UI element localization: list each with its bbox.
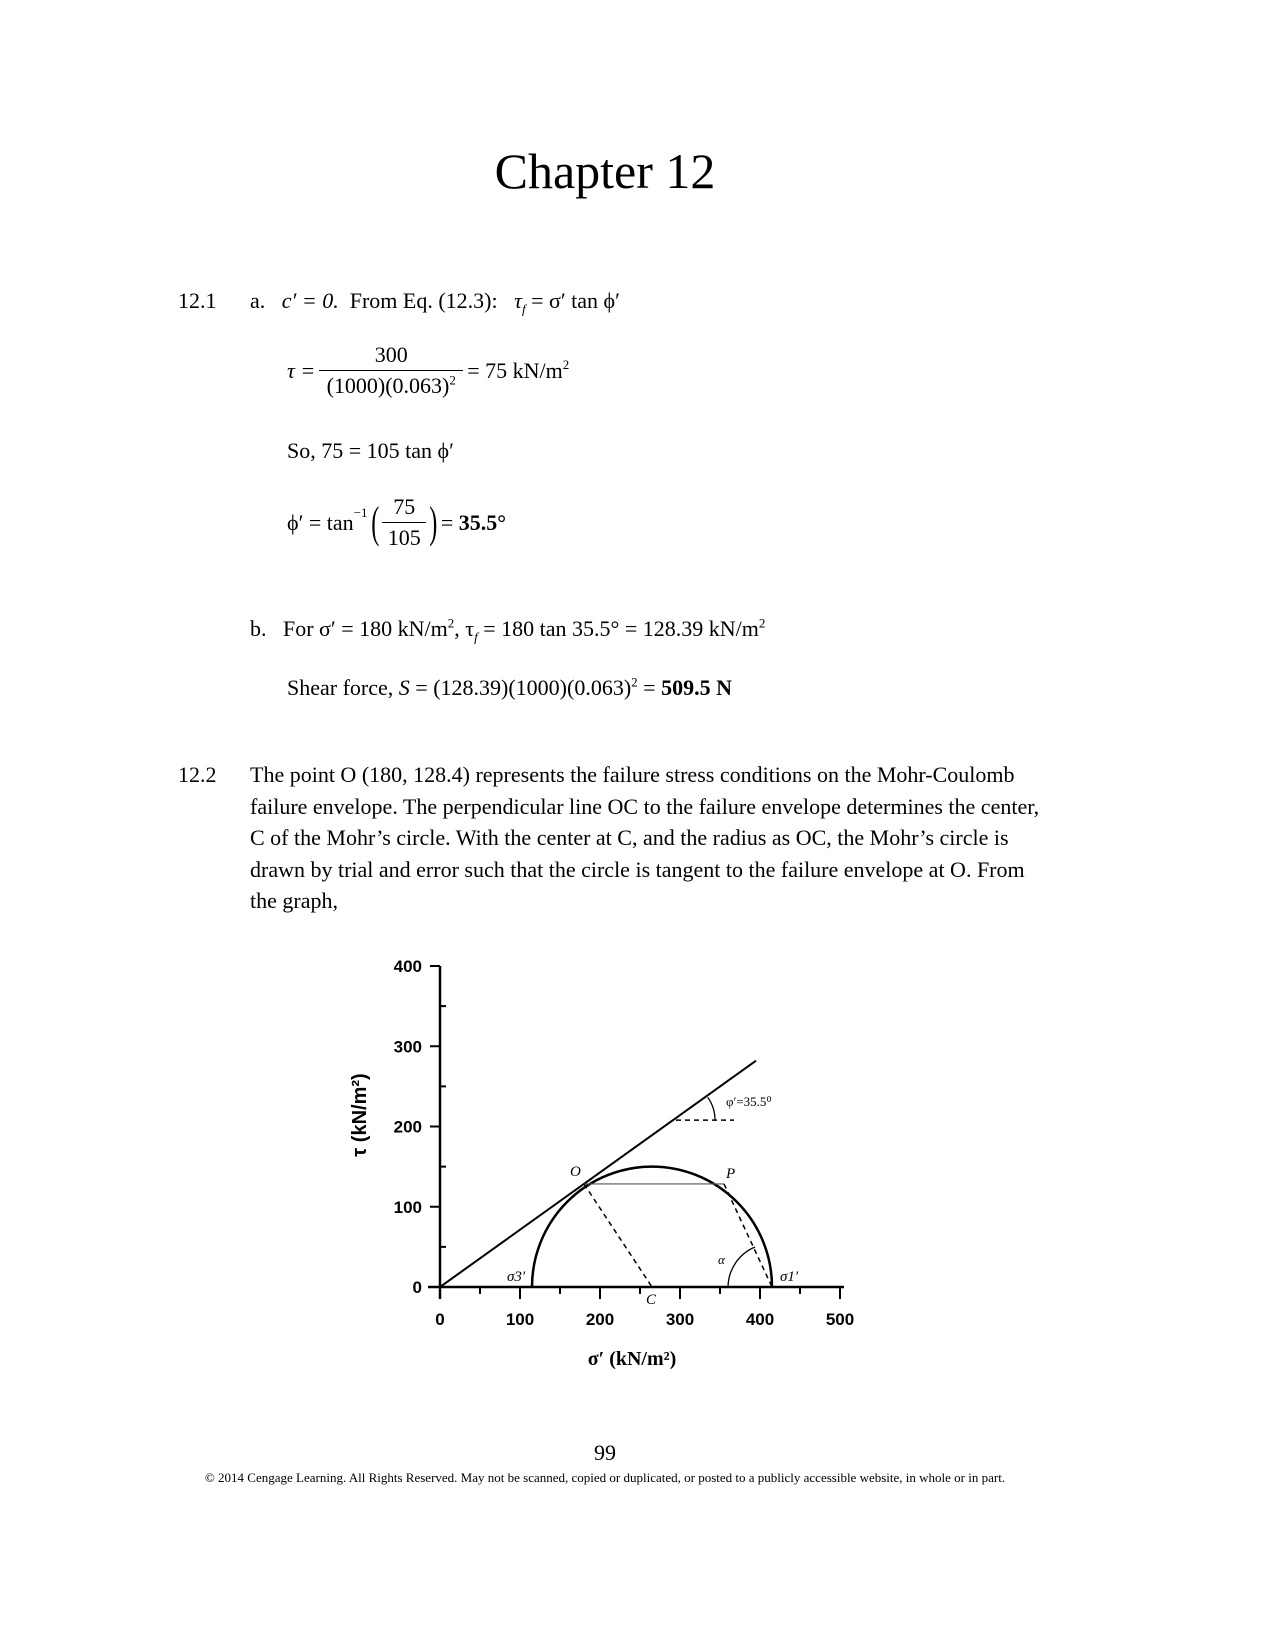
x-tick-label: 500	[825, 1310, 855, 1329]
problem-paragraph: The point O (180, 128.4) represents the failure stress conditions on the Mohr-Coulomb failure envelope. The perpendicular line OC to the failure envelope determines the center, C of the Mohr’s circle. With the center at C, and the radius as OC, the Mohr’s circle is drawn by trial and error such that the circle is tangent to the failure envelope at O. From the graph,	[250, 762, 1040, 913]
tau-num: 300	[319, 342, 463, 371]
alpha-label: α	[718, 1252, 725, 1267]
from-eq: From Eq. (12.3):	[349, 288, 498, 313]
text: = (128.39)(1000)(0.063)	[415, 675, 632, 700]
friction-angle-label: φ′=35.5⁰	[726, 1094, 772, 1110]
tau: τ	[514, 288, 522, 313]
phi-den: 105	[387, 525, 421, 550]
x-tick-label: 0	[435, 1310, 445, 1329]
sub-f: f	[474, 629, 478, 645]
problem-number: 12.1	[178, 288, 217, 313]
sup: 2	[631, 674, 638, 690]
point-O-label: O	[570, 1163, 581, 1180]
y-axis-label: τ (kN/m²)	[349, 1073, 371, 1157]
page-number: 99	[594, 1440, 616, 1465]
line-OC	[584, 1184, 652, 1287]
tau-equation: τ = $\frac{300}{(1000)(0.063)^2}$ = 75 kN/m $^2$	[287, 342, 570, 398]
sigma3-label: σ3′	[507, 1269, 526, 1285]
sup: 2	[447, 615, 455, 631]
text: , τ	[454, 616, 475, 641]
alpha-arc	[728, 1247, 755, 1287]
paren: (	[370, 497, 379, 547]
eq: =	[440, 509, 454, 535]
sigma1-label: σ1′	[780, 1269, 799, 1285]
part-label: b.	[250, 616, 267, 641]
angle-arc	[708, 1097, 715, 1120]
part-label: a.	[250, 288, 266, 313]
eq-rhs: = σ′ tan ϕ′	[531, 288, 620, 313]
tau-rhs: = 75 kN/m	[467, 357, 563, 383]
tau-lhs: τ =	[287, 357, 316, 383]
so-line: So, 75 = 105 tan ϕ′	[287, 438, 454, 463]
y-tick-label: 100	[393, 1197, 422, 1217]
text: = 180 tan 35.5° = 128.39 kN/m	[483, 616, 759, 641]
mohr-circle	[532, 1167, 772, 1287]
phi-lhs: ϕ′ = tan	[287, 509, 354, 535]
point-C-label: C	[646, 1292, 657, 1308]
phi-equation: ϕ′ = tan $^{-1}$ ( $\frac{75}{105}$ ) = 35.5°	[287, 494, 507, 550]
y-tick-label: 300	[393, 1037, 422, 1057]
sup: 2	[758, 615, 766, 631]
sup: 2	[449, 372, 456, 388]
point-P-label: P	[726, 1165, 736, 1182]
phi-result: 35.5°	[458, 509, 507, 535]
c-eq: c′ = 0.	[281, 288, 339, 313]
y-tick-label: 0	[412, 1278, 422, 1297]
x-tick-label: 100	[505, 1310, 535, 1329]
failure-envelope	[440, 1061, 756, 1287]
x-tick-label: 200	[585, 1310, 615, 1329]
x-tick-label: 300	[665, 1310, 695, 1329]
y-tick-label: 200	[393, 1117, 422, 1137]
copyright: © 2014 Cengage Learning. All Rights Reserved. May not be scanned, copied or duplicated, or posted to a publicly accessible website, in whole or in part.	[204, 1470, 1006, 1485]
shear-result: 509.5 N	[661, 675, 732, 700]
sub-f: f	[521, 301, 526, 317]
chapter-title: Chapter 12	[494, 143, 716, 199]
problem-number: 12.2	[178, 762, 217, 787]
x-axis-label: σ′ (kN/m²)	[587, 1348, 677, 1370]
paren: )	[429, 497, 438, 547]
tau-den: (1000)(0.063)	[326, 373, 450, 398]
x-tick-label: 400	[745, 1310, 775, 1329]
eq: =	[643, 675, 656, 700]
text: For σ′ = 180 kN/m	[283, 616, 448, 641]
y-tick-label: 400	[393, 957, 422, 976]
S: S	[398, 675, 410, 700]
text: Shear force,	[287, 675, 394, 700]
phi-num: 75	[382, 494, 426, 523]
